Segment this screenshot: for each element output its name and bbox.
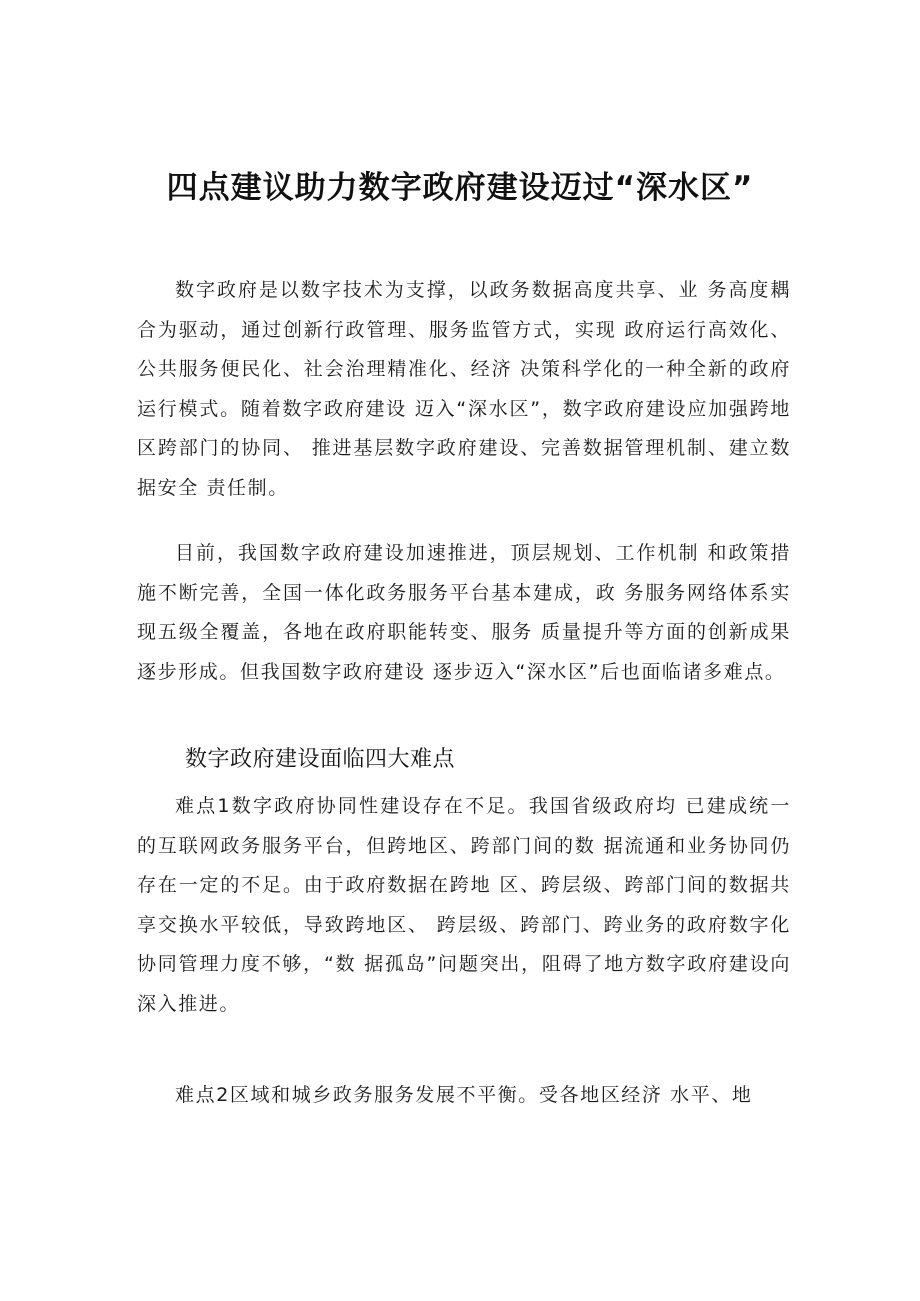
difficulty-paragraph-2: 难点2区域和城乡政务服务发展不平衡。受各地区经济 水平、地 (175, 1084, 753, 1106)
status-paragraph: 目前，我国数字政府建设加速推进，顶层规划、工作机制 和政策措施不断完善，全国一体化政务服务平台基本建成，政 务服务网络体系实现五级全覆盖，各地在政府职能转变、服务 质量提升等方面的创新成果逐步形成。但我国数字政府建设 逐步迈入“深水区”后也面临诸多难点。 (137, 542, 791, 683)
document-title: 四点建议助力数字政府建设迈过“深水区” (166, 170, 754, 206)
difficulty-paragraph-1: 难点1数字政府协同性建设存在不足。我国省级政府均 已建成统一的互联网政务服务平台，但跨地区、跨部门间的数 据流通和业务协同仍存在一定的不足。由于政府数据在跨地 区、跨层级、跨部门间的数据共享交换水平较低，导致跨地区、 跨层级、跨部门、跨业务的政府数字化协同管理力度不够，“数 据孤岛”问题突出，阻碍了地方数字政府建设向深入推进。 (137, 795, 791, 1015)
intro-paragraph: 数字政府是以数字技术为支撑，以政务数据高度共享、业 务高度耦合为驱动，通过创新行政管理、服务监管方式，实现 政府运行高效化、公共服务便民化、社会治理精准化、经济 决策科学化的一种全新的政府运行模式。随着数字政府建设 迈入“深水区”，数字政府建设应加强跨地区跨部门的协同、 推进基层数字政府建设、完善数据管理机制、建立数据安全 责任制。 (137, 279, 791, 499)
section-heading: 数字政府建设面临四大难点 (185, 747, 456, 772)
